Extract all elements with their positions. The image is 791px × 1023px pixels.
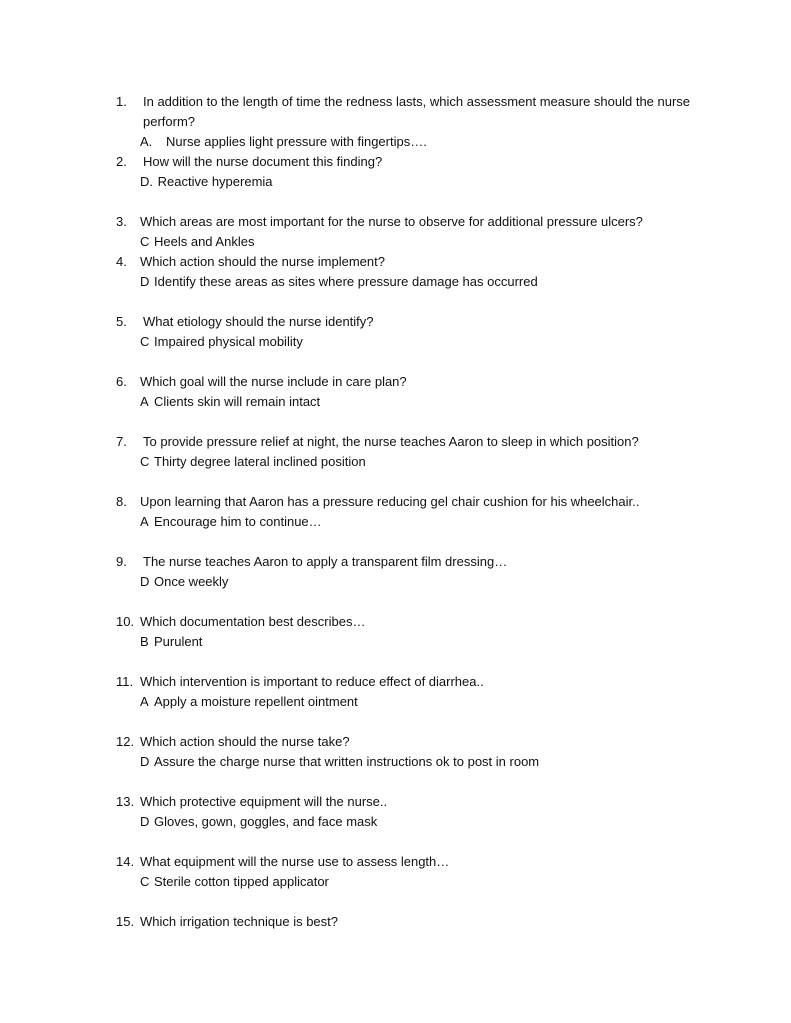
answer-line (140, 332, 731, 352)
answer-letter: C (140, 334, 150, 349)
question-number: 2. (116, 154, 127, 169)
answer-letter: A (140, 394, 149, 409)
question-number: 13. (116, 794, 135, 809)
question-text: Which documentation best describes… (140, 614, 366, 629)
answer-line (140, 272, 731, 292)
question-item-7 (0, 432, 791, 472)
question-item-1 (0, 92, 791, 152)
question-item-5 (0, 312, 791, 352)
question-item-15 (0, 912, 791, 932)
question-number: 8. (116, 494, 127, 509)
question-item-2 (0, 152, 791, 192)
question-item-14 (0, 852, 791, 892)
question-item-4 (0, 252, 791, 292)
answer-letter: D (140, 574, 150, 589)
answer-line (140, 512, 731, 532)
answer-line (140, 692, 731, 712)
answer-line (140, 172, 731, 192)
question-number: 15. (116, 914, 135, 929)
answer-line (140, 232, 731, 252)
answer-line (140, 812, 731, 832)
answer-text: Reactive hyperemia (157, 174, 273, 189)
answer-letter: D (140, 274, 150, 289)
question-text: Which intervention is important to reduce effect of diarrhea.. (140, 674, 484, 689)
question-number: 10. (116, 614, 135, 629)
question-text: Upon learning that Aaron has a pressure reducing gel chair cushion for his wheelchair.. (140, 494, 640, 509)
question-number: 14. (116, 854, 135, 869)
question-item-13 (0, 792, 791, 832)
answer-letter: C (140, 874, 150, 889)
answer-text: Once weekly (154, 574, 229, 589)
question-number: 7. (116, 434, 127, 449)
question-item-12 (0, 732, 791, 772)
question-number: 12. (116, 734, 135, 749)
answer-letter: A. (140, 134, 153, 149)
answer-text: Encourage him to continue… (154, 514, 322, 529)
answer-letter: A (140, 514, 149, 529)
answer-text: Purulent (154, 634, 203, 649)
question-number: 5. (116, 314, 127, 329)
question-text: In addition to the length of time the redness lasts, which assessment measure should the nurse perform? (143, 94, 691, 129)
answer-letter: D (140, 814, 150, 829)
question-number: 9. (116, 554, 127, 569)
question-text: Which action should the nurse take? (140, 734, 350, 749)
answer-text: Impaired physical mobility (154, 334, 303, 349)
answer-letter: B (140, 634, 149, 649)
question-list (0, 92, 791, 932)
question-text: Which protective equipment will the nurse.. (140, 794, 388, 809)
question-number: 4. (116, 254, 127, 269)
answer-line (140, 132, 731, 152)
question-text: What etiology should the nurse identify? (143, 314, 374, 329)
answer-line (140, 392, 731, 412)
question-text: Which goal will the nurse include in care plan? (140, 374, 407, 389)
answer-text: Thirty degree lateral inclined position (154, 454, 366, 469)
answer-letter: C (140, 234, 150, 249)
question-number: 11. (116, 674, 134, 689)
answer-line (140, 452, 731, 472)
answer-text: Nurse applies light pressure with fingertips…. (166, 134, 427, 149)
question-item-6 (0, 372, 791, 412)
question-item-3 (0, 212, 791, 252)
answer-text: Apply a moisture repellent ointment (154, 694, 358, 709)
answer-text: Sterile cotton tipped applicator (154, 874, 329, 889)
question-number: 1. (116, 94, 127, 109)
answer-line (140, 752, 731, 772)
answer-text: Gloves, gown, goggles, and face mask (154, 814, 378, 829)
question-text: Which areas are most important for the nurse to observe for additional pressure ulcers? (140, 214, 643, 229)
question-number: 3. (116, 214, 127, 229)
answer-line (140, 872, 731, 892)
question-text: Which irrigation technique is best? (140, 914, 338, 929)
question-item-8 (0, 492, 791, 532)
answer-letter: D. (140, 174, 153, 189)
answer-text: Heels and Ankles (154, 234, 255, 249)
answer-text: Clients skin will remain intact (154, 394, 321, 409)
answer-line (140, 632, 731, 652)
question-text: To provide pressure relief at night, the nurse teaches Aaron to sleep in which position? (143, 434, 639, 449)
answer-text: Identify these areas as sites where pressure damage has occurred (154, 274, 538, 289)
question-text: How will the nurse document this finding? (143, 154, 383, 169)
question-text: What equipment will the nurse use to assess length… (140, 854, 450, 869)
answer-line (140, 572, 731, 592)
answer-letter: C (140, 454, 150, 469)
question-item-9 (0, 552, 791, 592)
question-text: The nurse teaches Aaron to apply a transparent film dressing… (143, 554, 508, 569)
question-number: 6. (116, 374, 127, 389)
answer-text: Assure the charge nurse that written instructions ok to post in room (154, 754, 540, 769)
question-item-10 (0, 612, 791, 652)
answer-letter: A (140, 694, 149, 709)
answer-letter: D (140, 754, 150, 769)
question-item-11 (0, 672, 791, 712)
question-text: Which action should the nurse implement? (140, 254, 385, 269)
